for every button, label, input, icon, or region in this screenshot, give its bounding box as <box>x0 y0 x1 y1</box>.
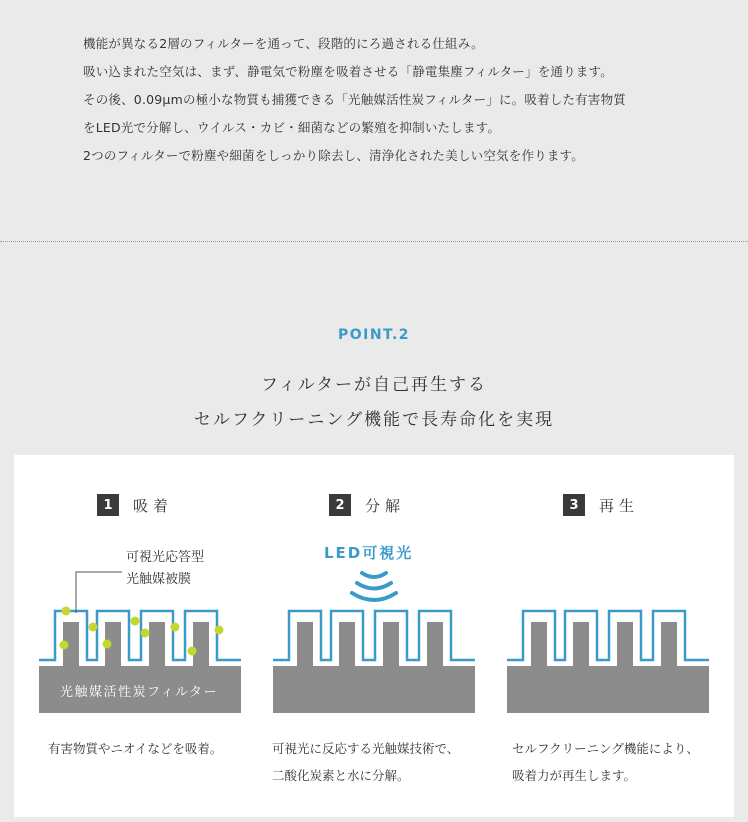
particle-dot <box>89 623 98 632</box>
particle-dot <box>131 617 140 626</box>
light-wave-arc <box>352 593 396 600</box>
steps-panel <box>14 455 734 817</box>
intro-line-3: その後、0.09μmの極小な物質も捕獲できる「光触媒活性炭フィルター」に。吸着した有害物質 <box>83 92 626 107</box>
filter-stage-2 <box>273 573 475 713</box>
particle-dot <box>171 623 180 632</box>
step-1-header <box>97 493 173 517</box>
particle-dot <box>103 640 112 649</box>
step-2-header <box>329 493 405 517</box>
section-divider <box>0 241 748 242</box>
particle-dot <box>60 641 69 650</box>
intro-line-5: 2つのフィルターで粉塵や細菌をしっかり除去し、清浄化された美しい空気を作ります。 <box>83 148 584 163</box>
step-2-caption-line-1: 可視光に反応する光触媒技術で、 <box>272 741 460 756</box>
filter-name-label: 光触媒活性炭フィルター <box>60 685 218 700</box>
heading-line-1: フィルターが自己再生する <box>261 375 487 395</box>
step-1-caption <box>48 735 222 762</box>
light-wave-arc <box>357 583 391 589</box>
light-wave-arc <box>362 573 386 577</box>
callout-line-1: 可視光応答型 <box>126 550 205 565</box>
particle-dot <box>215 626 224 635</box>
intro-line-1: 機能が異なる2層のフィルターを通って、段階的にろ過される仕組み。 <box>83 36 484 51</box>
step-3-title: 再生 <box>599 496 640 515</box>
particle-dot <box>62 607 71 616</box>
filter-stage-3 <box>507 611 709 713</box>
light-wave-icon <box>352 573 396 600</box>
step-3-caption-line-2: 吸着力が再生します。 <box>512 768 637 783</box>
step-2-caption-line-2: 二酸化炭素と水に分解。 <box>272 768 410 783</box>
step-2-title: 分解 <box>365 496 406 515</box>
step-3-caption <box>512 735 699 789</box>
step-2-number: 2 <box>329 494 351 516</box>
point-label: POINT.2 <box>337 327 411 343</box>
step-2-caption <box>272 735 459 789</box>
led-light-label: LED可視光 <box>324 544 414 562</box>
coating-callout <box>126 547 204 591</box>
step-1-caption-line: 有害物質やニオイなどを吸着。 <box>48 741 223 756</box>
intro-line-2: 吸い込まれた空気は、まず、静電気で粉塵を吸着させる「静電集塵フィルター」を通ります。 <box>83 64 613 79</box>
particle-dot <box>188 647 197 656</box>
callout-leader-line <box>76 572 122 613</box>
particle-dot <box>141 629 150 638</box>
step-3-caption-line-1: セルフクリーニング機能により、 <box>512 741 699 756</box>
step-1-number: 1 <box>97 494 119 516</box>
intro-line-4: をLED光で分解し、ウイルス・カビ・細菌などの繁殖を抑制いたします。 <box>83 120 501 135</box>
step-3-header <box>563 493 639 517</box>
callout-line-2: 光触媒被膜 <box>126 572 192 587</box>
step-3-number: 3 <box>563 494 585 516</box>
section-heading <box>0 368 748 438</box>
step-1-title: 吸着 <box>133 496 174 515</box>
heading-line-2: セルフクリーニング機能で長寿命化を実現 <box>193 410 555 430</box>
intro-text <box>83 30 723 170</box>
